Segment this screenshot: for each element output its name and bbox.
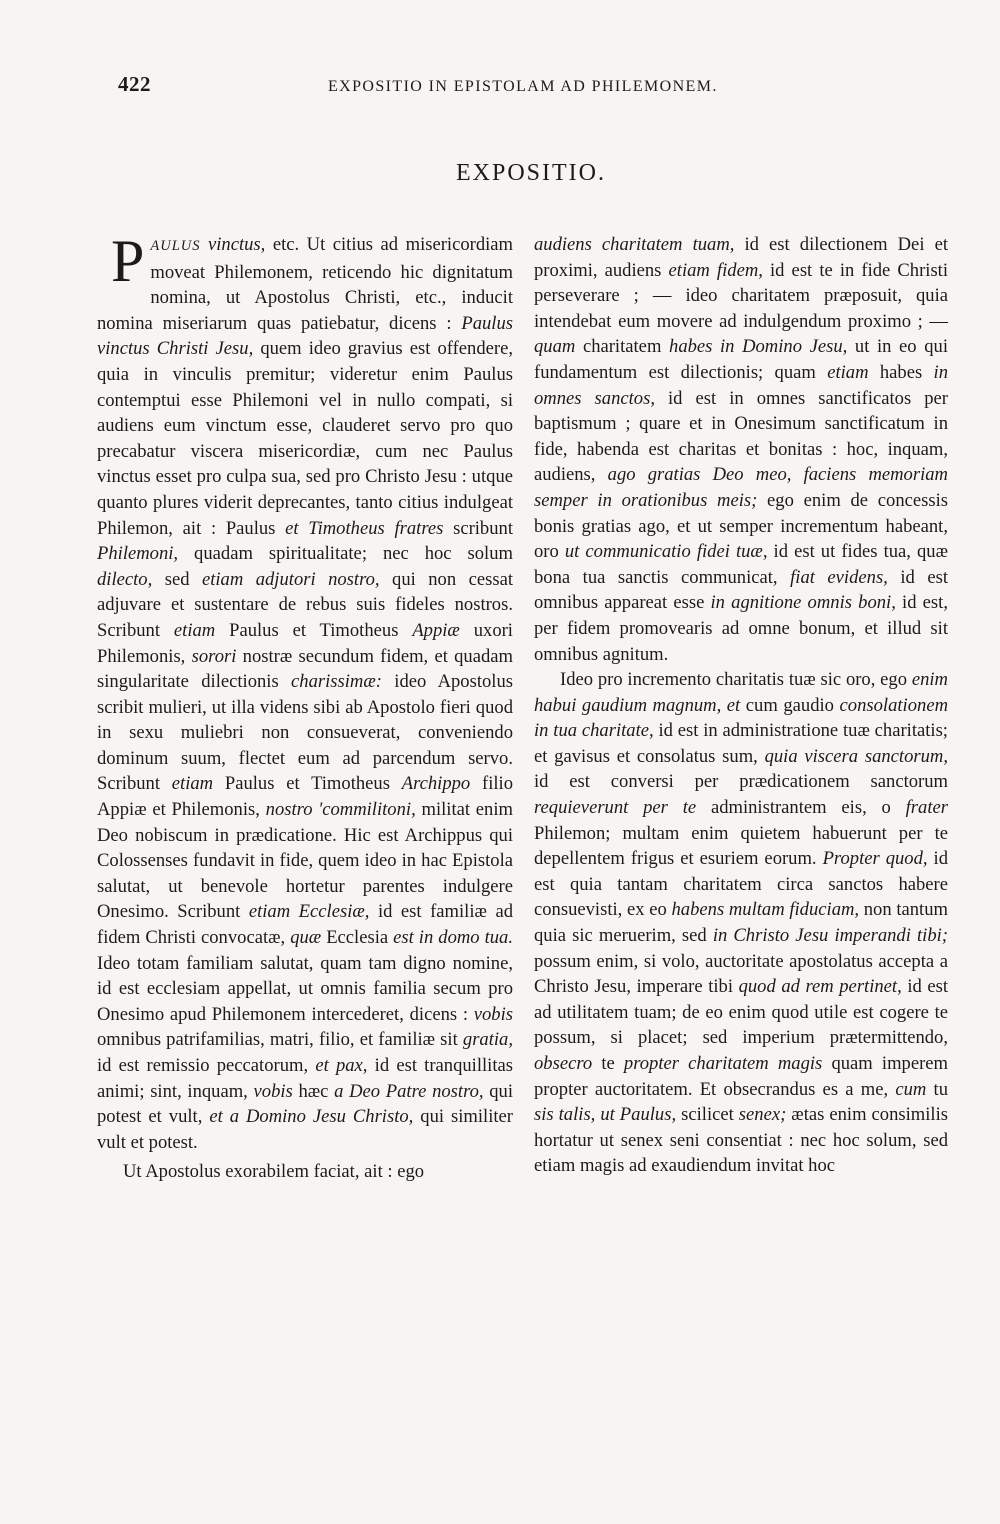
left-column — [97, 228, 514, 1185]
text-run: hæc — [292, 1080, 335, 1102]
text-run: etiam Ecclesiæ, — [248, 901, 370, 923]
text-run: etiam adjutori nostro, — [201, 568, 380, 590]
text-run: Paulus et Timotheus — [213, 773, 402, 795]
text-run: quia viscera sanctorum, — [764, 745, 948, 767]
text-run: etiam — [171, 773, 214, 795]
text-run: ego enim de concessis bonis gratias ago, et ut semper incrementum habeant, oro — [534, 489, 948, 563]
text-run: qui potest et vult, — [97, 1080, 514, 1128]
text-run: id est, per fidem promovearis ad omne bonum, et illud sit omnibus agnitum. — [534, 592, 948, 665]
text-run: scilicet — [676, 1104, 739, 1126]
text-run: et Timotheus fratres — [285, 517, 444, 539]
text-run: uxori Philemonis, — [97, 619, 513, 667]
text-run: ut in eo qui fundamentum est dilectionis; quam — [534, 336, 948, 383]
text-run: vobis — [473, 1003, 513, 1025]
text-run: Archippo — [401, 773, 471, 795]
text-run: nostræ secundum fidem, et quadam singularitate dilectionis — [97, 645, 513, 693]
text-run: sorori — [191, 645, 237, 667]
text-run: gratia, — [462, 1029, 513, 1051]
text-run: id est conversi per prædicationem sanctorum — [534, 771, 948, 793]
text-run: senex; — [738, 1104, 787, 1126]
text-run: id est quia tantam charitatem circa sanctos habere consuevisti, ex eo — [534, 848, 948, 921]
section-title: EXPOSITIO. — [456, 160, 606, 186]
paragraph — [97, 1159, 513, 1185]
text-run: ut communicatio fidei tuæ, — [564, 541, 768, 563]
text-run: id est dilectionem Dei et proximi, audiens — [534, 234, 948, 281]
text-run: Propter quod, — [822, 848, 928, 870]
text-run: enim habui gaudium magnum, et — [534, 669, 948, 716]
drop-cap: P — [111, 228, 145, 294]
text-run: audiens charitatem tuam, — [534, 234, 735, 255]
page-number: 422 — [118, 72, 151, 96]
text-run: id est tranquillitas animi; sint, inquam, — [97, 1055, 514, 1102]
text-run: ideo Apostolus scribit mulieri, ut illa videns sibi ab Apostolo fieri quod in sexu muliebri non consueverat, conveniendo dominum suum, flectet eum ad parcendum servo. Scribunt — [97, 671, 514, 795]
text-run: habes — [868, 361, 934, 383]
text-run: AULUS — [150, 238, 201, 254]
paragraph — [97, 228, 514, 1155]
text-run: vobis — [253, 1080, 293, 1102]
text-run: Ideo pro incremento charitatis tuæ sic oro, ego — [560, 669, 912, 691]
text-run: sed — [152, 568, 202, 590]
text-run: quadam spiritualitate; nec hoc solum — [178, 543, 513, 565]
text-run: tu — [926, 1078, 948, 1100]
text-run: charissimæ: — [291, 671, 382, 693]
text-run: et a Domino Jesu Christo, — [209, 1106, 414, 1128]
paragraph — [534, 232, 948, 667]
text-run: nostro 'commilitoni, — [265, 799, 416, 821]
text-run: id est ut fides tua, quæ bona tua sanctis communicat, — [534, 541, 949, 588]
text-run: quod ad rem pertinet, — [738, 976, 902, 998]
paragraph — [534, 667, 948, 1179]
text-run: dilecto, — [97, 568, 153, 590]
text-run: est in domo tua. — [393, 927, 514, 949]
text-run: consolationem in tua charitate, — [534, 694, 948, 742]
text-run: in Christo Jesu imperandi tibi; — [712, 925, 948, 947]
text-run: fiat evidens, — [790, 566, 888, 588]
text-run: in omnes sanctos, — [534, 361, 948, 409]
text-run: cum gaudio — [740, 694, 840, 716]
text-run: propter charitatem magis — [623, 1053, 823, 1074]
text-run: Ideo totam familiam salutat, quam tam digno nomine, id est ecclesiam appellat, ut omnis familia secum pro Onesimo apud Philemonem intercederet, dicens : — [97, 952, 513, 1025]
text-run: id est omnibus appareat esse — [534, 566, 948, 614]
text-run: quam imperem propter auctoritatem. Et obsecrandus es a me, — [534, 1053, 948, 1100]
text-run: id est familiæ ad fidem Christi convocatæ, — [97, 901, 513, 949]
text-run: habes in Domino Jesu, — [669, 336, 848, 358]
text-run: vinctus, — [200, 234, 266, 255]
text-run: Ecclesia — [321, 927, 394, 949]
running-title: EXPOSITIO IN EPISTOLAM AD PHILEMONEM. — [328, 78, 718, 95]
text-run: Paulus et Timotheus — [215, 619, 413, 641]
text-run: omnibus patrifamilias, matri, filio, et familiæ sit — [97, 1029, 463, 1051]
text-run: obsecro — [534, 1053, 593, 1074]
right-column — [534, 232, 948, 1179]
text-run: etiam — [827, 361, 869, 383]
text-run: etiam — [173, 619, 216, 641]
text-run: Philemoni, — [97, 543, 179, 565]
text-run: a Deo Patre nostro, — [334, 1080, 484, 1102]
text-run: Appiæ — [412, 619, 460, 641]
text-run: Ut Apostolus exorabilem faciat, ait : ego — [123, 1161, 425, 1183]
text-run: id est in administratione tuæ charitatis; et gavisus et consolatus sum, — [534, 720, 948, 767]
text-run: qui non cessat adjuvare et sustentare de rebus suis fideles nostros. Scribunt — [97, 568, 514, 641]
text-run: charitatem — [575, 336, 670, 358]
text-run: in agnitione omnis boni, — [710, 592, 896, 614]
text-run: requieverunt per te — [534, 797, 697, 819]
text-run: qui similiter vult et potest. — [97, 1106, 514, 1153]
text-run: id est remissio peccatorum, — [97, 1055, 316, 1076]
text-run: etc. Ut citius ad misericordiam moveat Philemonem, reticendo hic dignitatum nomina, ut Apostolus Christi, etc., inducit nomina miseriarum quas patiebatur, dicens : — [97, 234, 513, 334]
text-run: filio Appiæ et Philemonis, — [97, 773, 513, 821]
text-run: non tantum quia sic meruerim, sed — [534, 899, 948, 947]
text-run: cum — [895, 1078, 927, 1100]
text-run: Philemon; multam enim quietem habuerunt per te depellentem frigus et esuriem eorum. — [534, 822, 948, 870]
text-run: id est ad utilitatem tuam; de eo enim quod utile est cogere te possum, si placet; sed imperium prætermittendo, — [534, 976, 948, 1049]
text-run: quæ — [290, 927, 322, 949]
text-run: ætas enim consimilis hortatur ut senex seni consentiat : nec hoc solum, sed etiam magis ad exaudiendum invitat hoc — [534, 1104, 948, 1177]
text-run: id est te in fide Christi perseverare ; — ideo charitatem præposuit, quia intendebat eum movere ad indulgendum proximo ; — — [534, 259, 949, 332]
text-run: et pax, — [315, 1055, 368, 1076]
text-run: sis talis, ut Paulus, — [534, 1104, 677, 1126]
text-run: militat enim Deo nobiscum in prædicatione. Hic est Archippus qui Colossenses fundavit in fide, quem ideo in hac Epistola salutat, ut benevole hortetur parentes indulgere Onesimo. Scribunt — [97, 799, 513, 923]
text-run: Paulus vinctus Christi Jesu, — [97, 312, 513, 360]
text-run: habens multam fiduciam, — [671, 899, 860, 921]
text-run: id est in omnes sanctificatos per baptismum ; quare et in Onesimum sanctificatum in fide, habenda est charitas et bonitas : hoc, inquam, audiens, — [534, 387, 948, 486]
text-run: possum enim, si volo, auctoritate apostolatus accepta a Christo Jesu, imperare tibi — [534, 950, 948, 998]
text-run: quem ideo gravius est offendere, quia in vinculis premitur; videretur enim Paulus contemptui esse Philemoni vel in nullo compati, si audiens eum vinctum esse, clauderet servo pro quo precabatur viscera misericordiæ, cum nec Paulus vinctus esset pro culpa sua, sed pro Christo Jesu : utque quanto plures viderit deprecantes, tanto citius indulgeat Philemon, ait : Paulus — [97, 338, 513, 539]
text-run: te — [592, 1053, 624, 1074]
text-run: etiam fidem, — [668, 259, 763, 281]
text-run: quam — [534, 336, 576, 358]
text-run: ago gratias Deo meo, faciens memoriam semper in orationibus meis; — [534, 464, 948, 511]
text-run: frater — [905, 797, 948, 819]
text-run: administrantem eis, o — [696, 797, 906, 819]
text-run: scribunt — [443, 517, 513, 539]
